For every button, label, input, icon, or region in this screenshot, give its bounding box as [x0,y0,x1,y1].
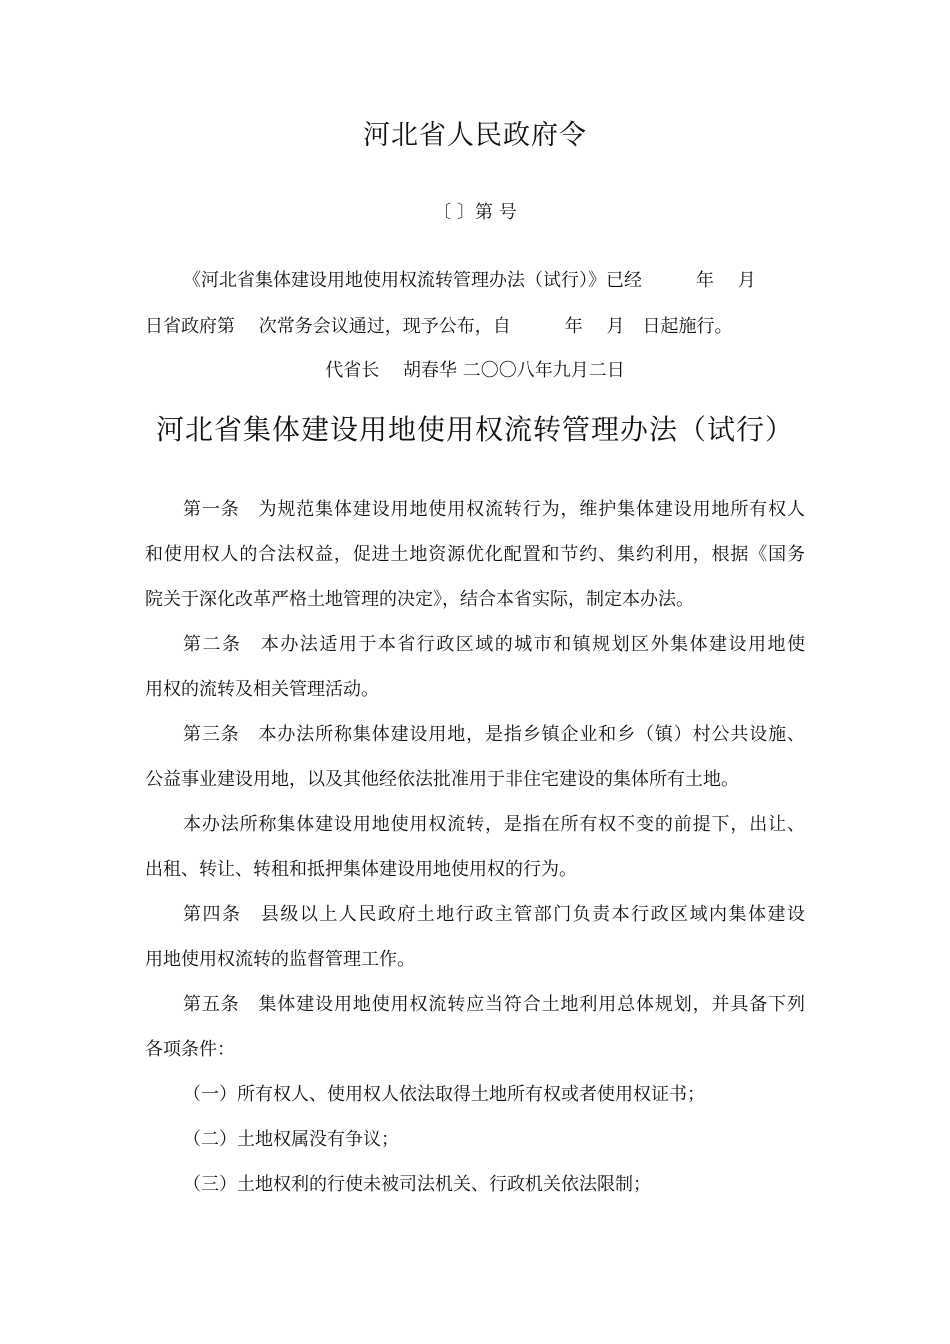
signature-line: 代省长 胡春华 二〇〇八年九月二日 [325,360,625,381]
article-line: 用权的流转及相关管理活动。 [145,679,379,700]
article-line: 各项条件： [145,1039,235,1060]
article-line: 第三条 本办法所称集体建设用地，是指乡镇企业和乡（镇）村公共设施、 [183,724,805,745]
article-line: 第二条 本办法适用于本省行政区域的城市和镇规划区外集体建设用地使 [183,634,805,655]
announcement-line-2: 日省政府第 次常务会议通过，现予公布，自 年 月 日起施行。 [145,316,733,337]
article-line: 第四条 县级以上人民政府土地行政主管部门负责本行政区域内集体建设 [183,904,805,925]
article-line: （二）土地权属没有争议； [183,1129,399,1150]
decree-number: 〔 〕第 号 [433,202,517,223]
article-line: （三）土地权利的行使未被司法机关、行政机关依法限制； [183,1174,651,1195]
article-line: （一）所有权人、使用权人依法取得土地所有权或者使用权证书； [183,1084,705,1105]
article-line: 出租、转让、转租和抵押集体建设用地使用权的行为。 [145,859,577,880]
announcement-line-1: 《河北省集体建设用地使用权流转管理办法（试行）》已经 年 月 [183,270,756,291]
law-title: 河北省集体建设用地使用权流转管理办法（试行） [155,413,794,446]
article-line: 公益事业建设用地，以及其他经依法批准用于非住宅建设的集体所有土地。 [145,769,739,790]
article-line: 本办法所称集体建设用地使用权流转，是指在所有权不变的前提下，出让、 [183,814,805,835]
article-line: 第一条 为规范集体建设用地使用权流转行为，维护集体建设用地所有权人 [183,499,805,520]
article-line: 院关于深化改革严格土地管理的决定》，结合本省实际，制定本办法。 [145,589,694,610]
article-line: 和使用权人的合法权益，促进土地资源优化配置和节约、集约利用，根据《国务 [145,544,805,565]
decree-title: 河北省人民政府令 [363,120,587,151]
article-line: 用地使用权流转的监督管理工作。 [145,949,415,970]
article-line: 第五条 集体建设用地使用权流转应当符合土地利用总体规划，并具备下列 [183,994,805,1015]
